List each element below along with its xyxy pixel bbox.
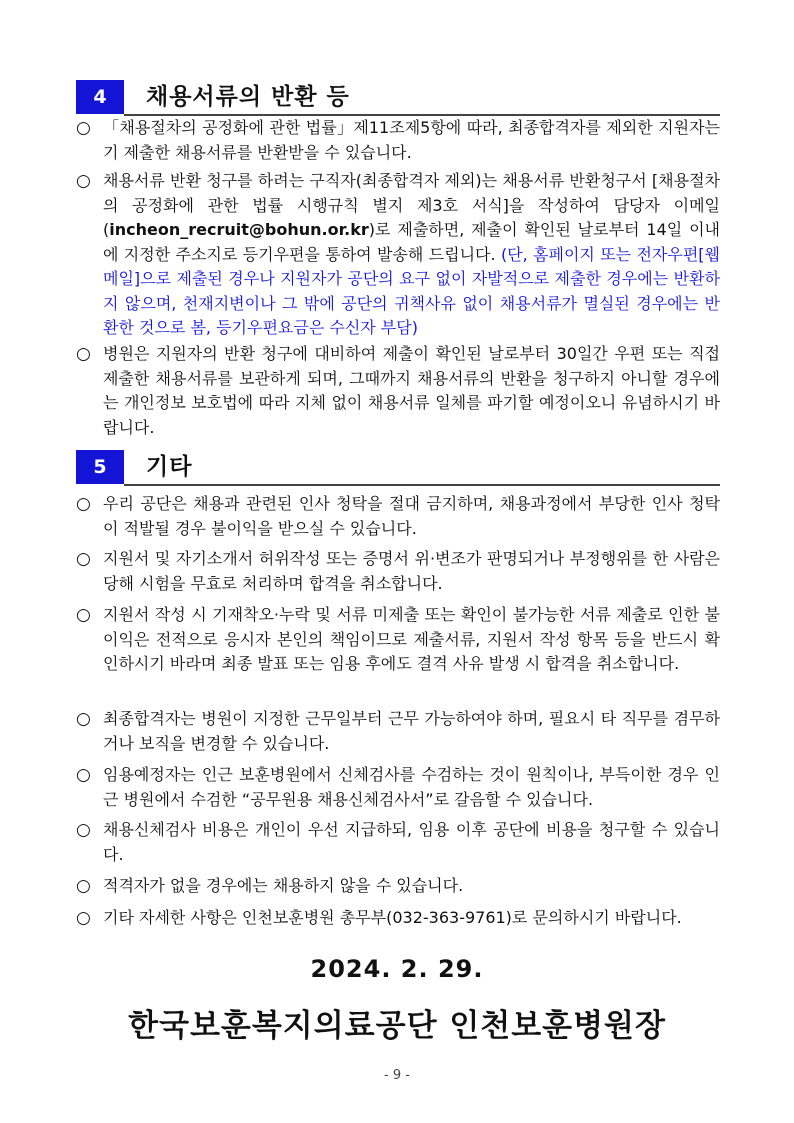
list-item (76, 547, 720, 596)
bullet-icon: ○ (76, 820, 91, 840)
bullet-icon: ○ (76, 118, 91, 138)
bullet-icon: ○ (76, 171, 91, 191)
list-item-text: 채용신체검사 비용은 개인이 우선 지급하되, 임용 이후 공단에 비용을 청구할 수 있습니다. (103, 820, 720, 864)
list-item (76, 707, 720, 756)
section-4-title: 채용서류의 반환 등 (146, 84, 350, 110)
list-item-text: 우리 공단은 채용과 관련된 인사 청탁을 절대 금지하며, 채용과정에서 부당한 인사 청탁이 적발될 경우 불이익을 받으실 수 있습니다. (103, 494, 720, 538)
bullet-icon: ○ (76, 765, 91, 785)
list-item (76, 874, 720, 899)
page-number: - 9 - (384, 1068, 410, 1083)
list-item-text: 적격자가 없을 경우에는 채용하지 않을 수 있습니다. (103, 876, 464, 895)
list-item (76, 603, 720, 677)
list-item (76, 818, 720, 867)
section-5-title: 기타 (146, 454, 193, 480)
list-item (76, 169, 720, 341)
bullet-icon: ○ (76, 494, 91, 514)
bullet-icon: ○ (76, 908, 91, 928)
list-item-text: 최종합격자는 병원이 지정한 근무일부터 근무 가능하여야 하며, 필요시 타 직무를 겸무하거나 보직을 변경할 수 있습니다. (103, 709, 720, 753)
list-item (76, 763, 720, 812)
issuer-signature: 한국보훈복지의료공단 인천보훈병원장 (128, 1008, 666, 1044)
list-item (76, 906, 720, 931)
bullet-icon: ○ (76, 344, 91, 364)
section-4-header (76, 80, 720, 116)
bullet-icon: ○ (76, 709, 91, 729)
section-4-number: 4 (76, 80, 124, 114)
list-item-text-part: 채용서류 반환 청구를 하려는 구직자(최종합격자 제외)는 채용서류 반환청구서 [채용절차의 공정화에 관한 법률 시행규칙 별지 제3호 서식]을 작성하여 담당자 이메일( (103, 171, 720, 239)
list-item-text: 지원서 작성 시 기재착오·누락 및 서류 미제출 또는 확인이 불가능한 서류 제출로 인한 불이익은 전적으로 응시자 본인의 책임이므로 제출서류, 지원서 작성 항목 등을 반드시 확인하시기 바라며 최종 발표 또는 임용 후에도 결격 사유 발생 시 합격을 취소합니다. (103, 605, 720, 673)
list-item-text: 기타 자세한 사항은 인천보훈병원 총무부(032-363-9761)로 문의하시기 바랍니다. (103, 908, 682, 927)
section-5-number: 5 (76, 450, 124, 484)
list-item (76, 492, 720, 541)
notice-note: (단, 홈페이지 또는 전자우편[웹메일]으로 제출된 경우나 지원자가 공단의 요구 없이 자발적으로 제출한 경우에는 반환하지 않으며, 천재지변이나 그 밖에 공단의 귀책사유 없이 채용서류가 멸실된 경우에는 반환한 것으로 봄, 등기우편요금은 수신자 부담) (103, 244, 720, 337)
bullet-icon: ○ (76, 876, 91, 896)
list-item (76, 342, 720, 440)
list-item-text: 지원서 및 자기소개서 허위작성 또는 증명서 위·변조가 판명되거나 부정행위를 한 사람은 당해 시험을 무효로 처리하며 합격을 취소합니다. (103, 549, 720, 593)
bullet-icon: ○ (76, 549, 91, 569)
list-item-text-part: )로 제출하면, 제출이 확인된 날로부터 14일 이내에 지정한 주소지로 등기우편을 통하여 발송해 드립니다. (103, 220, 720, 264)
section-5-header (76, 450, 720, 486)
list-item-text: 「채용절차의 공정화에 관한 법률」제11조제5항에 따라, 최종합격자를 제외한 지원자는 기 제출한 채용서류를 반환받을 수 있습니다. (103, 118, 720, 162)
section-5-divider (124, 484, 720, 486)
bullet-icon: ○ (76, 605, 91, 625)
list-item-text (103, 169, 720, 341)
email-link[interactable]: incheon_recruit@bohun.or.kr (109, 220, 369, 239)
list-item-text: 병원은 지원자의 반환 청구에 대비하여 제출이 확인된 날로부터 30일간 우편 또는 직접 제출한 채용서류를 보관하게 되며, 그때까지 채용서류의 반환을 청구하지 아니할 경우에는 개인정보 보호법에 따라 지체 없이 채용서류 일체를 파기할 예정이오니 유념하시기 바랍니다. (103, 344, 720, 437)
announcement-date: 2024. 2. 29. (310, 955, 484, 983)
list-item (76, 116, 720, 165)
list-item-text: 임용예정자는 인근 보훈병원에서 신체검사를 수검하는 것이 원칙이나, 부득이한 경우 인근 병원에서 수검한 “공무원용 채용신체검사서”로 갈음할 수 있습니다. (103, 765, 720, 809)
